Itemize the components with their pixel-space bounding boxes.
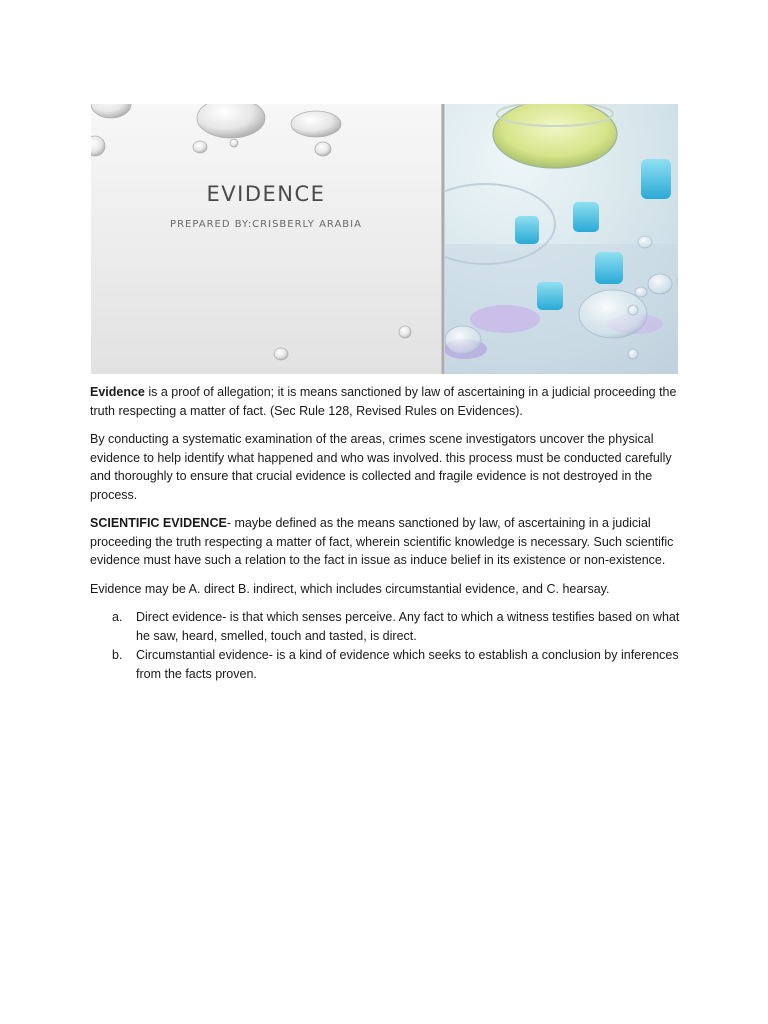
list-marker: b. [112,648,123,662]
term-evidence: Evidence [90,385,145,399]
paragraph-evidence-types: Evidence may be A. direct B. indirect, which includes circumstantial evidence, and C. hearsay. [90,581,610,596]
list-item-text: Circumstantial evidence- is a kind of evidence which seeks to establish a conclusion by inferences from the facts proven. [136,648,679,681]
document-body [90,383,680,684]
paragraph-scientific-evidence [90,514,680,570]
scientific-evidence-text: - maybe defined as the means sanctioned by law, of ascertaining in a judicial proceeding the truth respecting a matter of fact, wherein scientific knowledge is necessary. Such scientific evidence must have such a relation to the fact in issue as induce belief in its existence or non-existence. [90,516,674,567]
slide-left-panel [91,104,443,374]
slide-title: EVIDENCE [206,182,326,206]
list-item-text: Direct evidence- is that which senses perceive. Any fact to which a witness testifies based on what he saw, heard, smelled, touch and tasted, is direct. [136,610,680,643]
water-droplets-decoration [91,104,443,374]
lab-glassware-illustration [445,104,678,374]
evidence-types-list [90,608,680,683]
list-item [90,608,680,645]
laboratory-glassware-image [445,104,678,374]
list-marker: a. [112,610,123,624]
list-item [90,646,680,683]
paragraph-investigation: By conducting a systematic examination of the areas, crimes scene investigators uncover the physical evidence to help identify what happened and who was involved. this process must be conducted carefully and thoroughly to ensure that crucial evidence is collected and fragile evidence is not destroyed in the process. [90,432,672,502]
term-scientific-evidence: SCIENTIFIC EVIDENCE [90,516,227,530]
paragraph-definition [90,383,680,420]
title-slide-image [91,104,678,374]
slide-subtitle: PREPARED BY:CRISBERLY ARABIA [170,219,362,230]
definition-text: is a proof of allegation; it is means sanctioned by law of ascertaining in a judicial proceeding the truth respecting a matter of fact. (Sec Rule 128, Revised Rules on Evidences). [90,385,677,418]
